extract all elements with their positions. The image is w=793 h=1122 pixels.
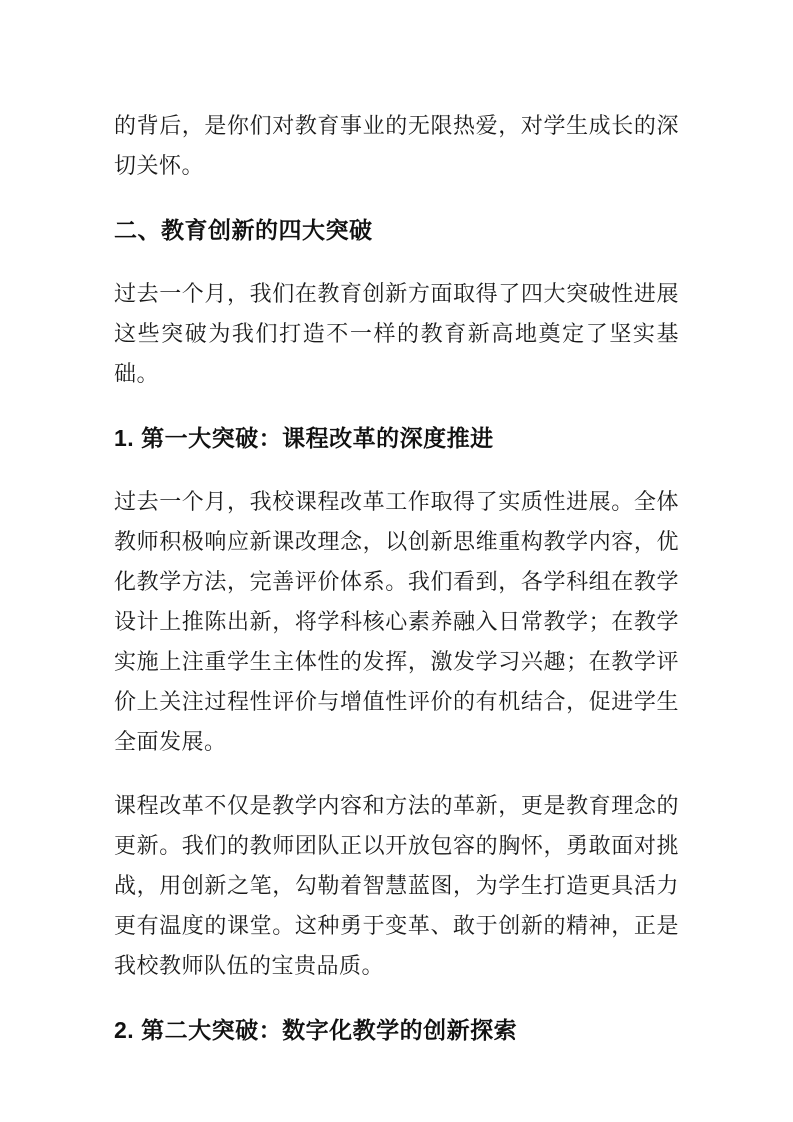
body-paragraph: 课程改革不仅是教学内容和方法的革新，更是教育理念的更新。我们的教师团队正以开放包容的胸怀，勇敢面对挑战，用创新之笔，勾勒着智慧蓝图，为学生打造更具活力更有温度的课堂。这种勇于变革、敢于创新的精神，正是我校教师队伍的宝贵品质。 [114, 793, 679, 978]
body-paragraph: 过去一个月，我们在教育创新方面取得了四大突破性进展这些突破为我们打造不一样的教育新高地奠定了坚实基础。 [114, 281, 679, 386]
body-paragraph: 的背后，是你们对教育事业的无限热爱，对学生成长的深切关怀。 [114, 113, 679, 178]
section-heading: 1. 第一大突破：课程改革的深度推进 [114, 425, 494, 451]
section-heading: 2. 第二大突破：数字化教学的创新探索 [114, 1017, 518, 1043]
section-heading: 二、教育创新的四大突破 [114, 217, 373, 243]
document-body [114, 106, 679, 1050]
body-paragraph: 过去一个月，我校课程改革工作取得了实质性进展。全体教师积极响应新课改理念，以创新思维重构教学内容，优化教学方法，完善评价体系。我们看到，各学科组在教学设计上推陈出新，将学科核心素养融入日常教学；在教学实施上注重学生主体性的发挥，激发学习兴趣；在教学评价上关注过程性评价与增值性评价的有机结合，促进学生全面发展。 [114, 489, 679, 754]
